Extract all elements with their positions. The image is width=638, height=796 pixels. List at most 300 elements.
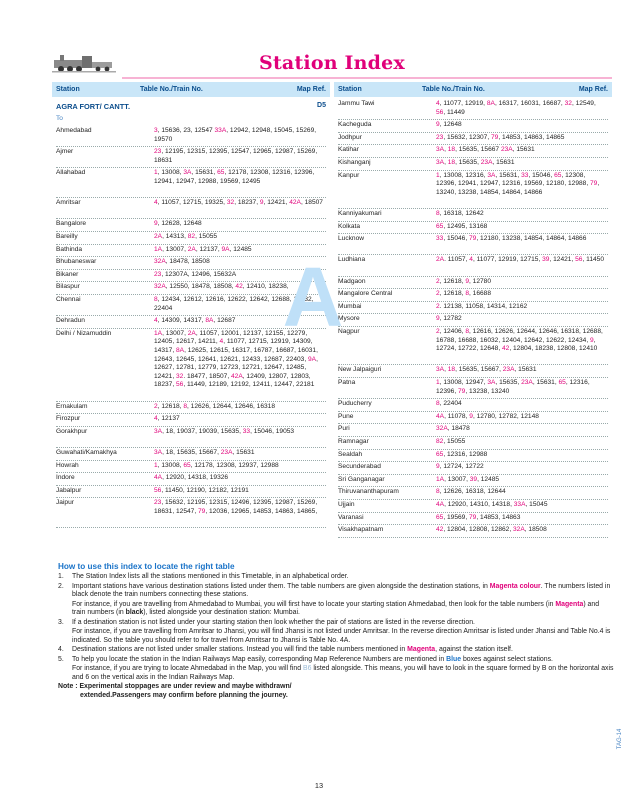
table-number: 3A xyxy=(436,146,445,154)
row-divider xyxy=(338,301,608,302)
train-numbers xyxy=(436,159,606,168)
row-divider xyxy=(56,197,326,198)
row-divider xyxy=(338,423,608,424)
train-numbers xyxy=(436,400,606,409)
train-number-text: , 12627, 12781, 12779, 12723, 12721, 12647, 12485, 12421, xyxy=(154,355,318,380)
table-number: 33A xyxy=(513,501,526,508)
text-run: ) and train numbers (in xyxy=(72,600,600,616)
table-number: 33 xyxy=(242,427,251,435)
table-number: 18 xyxy=(447,146,456,154)
item-number: 5. xyxy=(58,655,64,663)
train-numbers xyxy=(436,303,606,312)
station-name: Jammu Tawi xyxy=(338,100,375,107)
row-divider xyxy=(338,144,608,145)
item-paragraph xyxy=(72,619,614,628)
table-number: 42A xyxy=(231,372,243,380)
text-run: Magenta xyxy=(555,600,584,608)
table-number: 39 xyxy=(542,256,550,264)
train-numbers xyxy=(436,501,606,510)
table-number: 4 xyxy=(469,256,473,264)
train-numbers xyxy=(436,366,606,375)
row-divider xyxy=(338,537,608,538)
train-numbers xyxy=(154,449,324,458)
train-numbers xyxy=(154,220,324,229)
row-divider xyxy=(338,254,608,255)
how-to-item xyxy=(58,573,614,582)
train-number-text: , 12616, 12626, 12644, 12646, 16318, 12688, 16788, 16688, 16032, 12404, 12642, 12622, 12434, xyxy=(436,328,603,344)
table-number: 23A xyxy=(502,366,515,374)
how-to-title: How to use this index to locate the right table xyxy=(58,562,235,571)
table-number: 56 xyxy=(154,486,162,494)
table-number: 4 xyxy=(436,100,440,107)
train-number-text: , 15631 xyxy=(232,449,255,456)
table-number: 9 xyxy=(436,121,440,129)
text-run: For instance, if you are travelling from Amritsar to Jhansi, you will find Jhansi is not listed under Amritsar. In the reverse direction Amritsar is listed under Jhansi and Table No.4 is indicated. So the table you should refer to for travel from Amritsar to Jhansi is Table No. 4A. xyxy=(72,628,611,644)
table-number: 3A xyxy=(487,379,496,386)
station-name: Visakhapatnam xyxy=(338,526,384,534)
train-numbers xyxy=(436,328,606,354)
train-number-text: , 15631 xyxy=(512,146,535,154)
train-number-text: , 15635, xyxy=(455,159,481,166)
train-numbers xyxy=(436,210,606,219)
train-numbers xyxy=(436,514,606,523)
train-number-text: , 12724, 12722 xyxy=(439,463,484,471)
table-number: 3A xyxy=(436,159,445,166)
train-numbers xyxy=(436,134,606,143)
station-name: Bareilly xyxy=(56,233,78,240)
column-header xyxy=(334,82,612,97)
row-divider xyxy=(338,512,608,513)
table-number: 9 xyxy=(436,315,440,323)
table-number: 42 xyxy=(436,526,444,534)
table-number: 8A xyxy=(486,100,495,107)
table-number: 4 xyxy=(154,317,158,325)
table-number: 2 xyxy=(154,402,158,410)
table-number: 9 xyxy=(590,336,594,344)
train-number-text: , 12178, 12308, 12937, 12988 xyxy=(190,461,279,469)
station-name: Ramnagar xyxy=(338,438,369,445)
train-numbers xyxy=(436,100,606,117)
map-ref-badge: D5 xyxy=(317,102,326,109)
train-number-text: , 15045 xyxy=(525,501,548,508)
train-numbers xyxy=(436,438,606,447)
row-divider xyxy=(56,527,326,528)
table-number: 23A xyxy=(220,449,233,456)
station-name: Jabalpur xyxy=(56,486,82,494)
train-number-text: , 11078, xyxy=(444,412,470,420)
train-number-text: , 12549, xyxy=(571,100,596,107)
table-number: 1 xyxy=(436,171,440,179)
page-tag xyxy=(614,718,626,766)
table-number: 65 xyxy=(554,171,562,179)
text-run: If a destination station is not listed under your starting station then look whether the pair of stations are listed in the reverse direction. xyxy=(72,618,475,626)
train-numbers xyxy=(154,462,324,471)
table-number: 65 xyxy=(558,379,566,386)
table-number: 79 xyxy=(458,387,466,395)
train-numbers xyxy=(436,488,606,497)
item-paragraph xyxy=(72,583,614,600)
station-name: Bikaner xyxy=(56,270,79,278)
train-number-text: , 12628, 12648 xyxy=(157,220,202,228)
train-number-text: , 13008, xyxy=(157,169,184,177)
row-divider xyxy=(338,474,608,475)
train-numbers xyxy=(436,526,606,535)
item-paragraph xyxy=(72,601,614,618)
text-run: For instance, if you are trying to locate Ahmedabad in the Map, you will find xyxy=(72,665,303,672)
table-number: 2A xyxy=(154,233,163,240)
train-number-text: . 18477, 18507, xyxy=(183,372,232,380)
station-name: Ujjain xyxy=(338,501,355,508)
row-divider xyxy=(338,119,608,120)
how-to-item xyxy=(58,656,614,683)
table-number: 32A xyxy=(513,526,525,534)
page-number: 13 xyxy=(314,781,324,790)
row-divider xyxy=(56,472,326,473)
train-number-text: , 12804, 12808, 12862, xyxy=(443,526,514,534)
train-number-text: , 12618, xyxy=(439,277,466,285)
train-number-text: , 11449 xyxy=(443,108,465,116)
table-number: 33 xyxy=(436,235,444,243)
table-number: 3A xyxy=(154,449,163,456)
train-number-text: , 18507 xyxy=(300,199,323,207)
train-numbers xyxy=(436,451,606,460)
table-number: 3 xyxy=(154,127,158,134)
station-name: Puducherry xyxy=(338,400,372,408)
table-number: 4A xyxy=(436,501,445,508)
train-number-text: , 18478, 18508 xyxy=(165,258,210,266)
train-number-text: , 13007, xyxy=(162,329,188,337)
row-divider xyxy=(338,398,608,399)
table-number: 9A xyxy=(221,245,230,253)
table-number: 39 xyxy=(469,475,478,483)
train-number-text: , 16318, 12642 xyxy=(439,210,484,217)
table-number: 2 xyxy=(436,328,440,335)
station-name: Mysore xyxy=(338,315,360,323)
row-divider xyxy=(56,413,326,414)
train-number-text: , 11077, 12919, xyxy=(439,100,487,107)
table-number: 8 xyxy=(154,296,158,303)
train-number-text: , 12180, 13238, 14854, 14864, 14866 xyxy=(476,235,587,243)
train-number-text: , 15046, xyxy=(443,235,470,243)
train-number-text: , 14309, 14317, xyxy=(157,317,206,325)
station-name: Patna xyxy=(338,379,356,386)
station-name: Katihar xyxy=(338,146,359,154)
train-number-text: , 15055 xyxy=(443,438,466,445)
text-run: ), listed alongside your destination station: Mumbai. xyxy=(143,609,300,616)
train-number-text: , 12626, 16318, 12644 xyxy=(439,488,506,496)
train-number-text: , 12550, 18478, 18508, xyxy=(165,283,236,291)
table-number: 3A xyxy=(436,366,445,374)
table-number: 8 xyxy=(436,210,440,217)
table-number: 56 xyxy=(436,108,444,116)
station-name: Kishanganj xyxy=(338,159,371,166)
train-number-text: , 12618, xyxy=(157,402,184,410)
table-number: 2A xyxy=(436,256,445,264)
row-divider xyxy=(338,436,608,437)
train-number-text: , 15631 xyxy=(514,366,537,374)
train-number-text: , 19569, xyxy=(443,513,470,521)
table-number: 4A xyxy=(436,412,445,420)
station-name: Jodhpur xyxy=(338,133,362,141)
train-number-text: , 12804, 18238, 12808, 12410 xyxy=(509,345,598,353)
row-divider xyxy=(338,276,608,277)
station-name: Guwahati/Kamakhya xyxy=(56,449,117,456)
train-number-text: , 12920, 14318, 19326 xyxy=(162,474,229,482)
row-divider xyxy=(338,132,608,133)
header-train: Table No./Train No. xyxy=(422,86,485,93)
train-number-text: , 12724, 12722, 12648, xyxy=(436,336,596,353)
table-number: 79 xyxy=(491,133,499,141)
table-number: 8 xyxy=(465,328,470,335)
station-name: Sealdah xyxy=(338,450,363,458)
table-number: 8 xyxy=(183,402,188,410)
train-number-text: , 13007, xyxy=(162,245,188,253)
train-number-text: , 12920, 14310, 14318, xyxy=(444,501,514,508)
train-numbers xyxy=(154,148,324,165)
station-name: Mumbai xyxy=(338,302,362,310)
station-name: New Jalpaiguri xyxy=(338,366,382,374)
table-number: 2A xyxy=(187,245,196,253)
table-number: 8 xyxy=(436,400,440,408)
train-number-text: , 11077, 12919, 12715, xyxy=(472,256,543,264)
train-number-text: , 13238, 13240 xyxy=(465,387,510,395)
train-numbers xyxy=(436,146,606,155)
row-divider xyxy=(338,208,608,209)
table-number: 42 xyxy=(235,283,243,291)
train-number-text: , 12421, xyxy=(549,256,576,264)
train-numbers xyxy=(154,127,324,144)
table-number: 82 xyxy=(187,233,196,240)
train-number-text: , 15046, 19053 xyxy=(250,427,295,435)
note-label: Note : xyxy=(58,683,78,690)
how-to-item xyxy=(58,619,614,646)
row-divider xyxy=(338,524,608,525)
row-divider xyxy=(56,218,326,219)
row-divider xyxy=(338,377,608,378)
how-to-list xyxy=(58,573,614,682)
table-number: 9 xyxy=(154,220,158,228)
train-number-text: , 14853, 14863, 14865 xyxy=(498,133,565,141)
table-number: 1 xyxy=(436,379,440,386)
train-number-text: , 22404 xyxy=(439,400,462,408)
train-number-text: , xyxy=(444,159,448,166)
train-number-text: , 12782 xyxy=(439,315,462,323)
text-run: Magenta colour xyxy=(489,582,541,590)
train-number-text: , 11057, 12715, 19325, xyxy=(157,199,227,207)
train-number-text: , 12307A, 12496, 15632A xyxy=(161,270,237,278)
train-number-text: , 16317, 16031, 16687, xyxy=(494,100,565,107)
station-name: Lucknow xyxy=(338,235,365,243)
train-numbers xyxy=(436,425,606,434)
note xyxy=(58,683,614,700)
train-number-text: , 15631, xyxy=(495,171,522,179)
item-number: 2. xyxy=(58,582,64,590)
station-name: Indore xyxy=(56,474,75,482)
train-numbers xyxy=(436,463,606,472)
train-numbers xyxy=(154,428,324,437)
header-map-ref: Map Ref. xyxy=(578,86,608,93)
table-number: 1A xyxy=(436,475,445,483)
table-number: 79 xyxy=(469,235,477,243)
row-divider xyxy=(338,170,608,171)
row-divider xyxy=(56,167,326,168)
table-number: 82 xyxy=(436,438,444,445)
table-number: 2 xyxy=(436,277,440,285)
table-number: 1 xyxy=(154,169,158,177)
row-divider xyxy=(56,244,326,245)
train-number-text: , 12625, 12615, 16317, 16787, 16687, 16031, 12643, 12645, 12641, 12621, 12433, 12687, 22403, xyxy=(154,346,318,363)
train-number-text: , 12036, 12965, 14853, 14863, 14865, xyxy=(205,507,318,515)
table-number: 23 xyxy=(154,148,162,156)
station-name: Firozpur xyxy=(56,415,81,423)
station-name: Bhubaneswar xyxy=(56,258,97,266)
station-name: Pune xyxy=(338,412,354,420)
item-paragraph xyxy=(72,665,614,682)
train-number-text: , 15635, 15667, xyxy=(455,366,503,374)
station-name: Sri Ganganagar xyxy=(338,475,385,483)
note-line-1: Experimental stoppages are under review and maybe withdrawn/ xyxy=(79,683,292,690)
table-number: 4 xyxy=(219,338,224,346)
text-run: Important stations have various destination stations listed under them. The table numbers are given alongside the destination stations, in xyxy=(72,582,490,590)
train-number-text: , 12316, 12396, xyxy=(436,379,590,395)
train-numbers xyxy=(436,476,606,485)
train-number-text: , 14853, 14863 xyxy=(476,513,521,521)
station-name: Jaipur xyxy=(56,499,74,507)
table-number: 33 xyxy=(521,171,529,179)
text-run: Destination stations are not listed under smaller stations. Instead you will find the table numbers mentioned in xyxy=(72,646,408,653)
station-name: Kolkata xyxy=(338,222,360,230)
item-paragraph xyxy=(72,628,614,645)
table-number: 32 xyxy=(226,199,235,207)
title-underline xyxy=(122,77,612,79)
row-divider xyxy=(56,485,326,486)
train-number-text: , 12942, 12948, 15045, 15269, 19570 xyxy=(154,127,317,143)
table-number: 23A xyxy=(521,379,533,386)
table-number: 23A xyxy=(500,146,513,154)
table-number: 4 xyxy=(154,199,158,207)
table-number: 8 xyxy=(465,290,470,298)
train-number-text: , 18, 15635, 15667, xyxy=(162,449,221,456)
train-number-text: , 16688 xyxy=(469,290,492,298)
station-name: Kanpur xyxy=(338,171,360,179)
train-numbers xyxy=(154,199,324,208)
train-numbers xyxy=(154,474,324,483)
table-number: 2A xyxy=(187,329,196,337)
train-number-text: , 11057, 12001, 12137, 12155, 12279, 12405, 12617, 14211, xyxy=(154,329,308,346)
train-number-text: , 15636, 23, 12547 xyxy=(157,127,215,134)
table-number: 79 xyxy=(469,513,477,521)
table-number: 32 xyxy=(564,100,572,107)
table-number: 8A xyxy=(176,346,185,354)
station-name: Secunderabad xyxy=(338,463,381,471)
table-number: 9 xyxy=(259,199,264,207)
row-divider xyxy=(338,233,608,234)
station-name: Ernakulam xyxy=(56,402,88,410)
text-run: The Station Index lists all the stations mentioned in this Timetable, in an alphabetical order. xyxy=(72,573,349,580)
train-numbers xyxy=(154,403,324,412)
row-divider xyxy=(56,146,326,147)
how-to-item xyxy=(58,646,614,655)
how-to-item xyxy=(58,583,614,618)
row-divider xyxy=(338,499,608,500)
origin-station-heading xyxy=(56,102,326,114)
note-line-2: extended.Passengers may confirm before planning the journey. xyxy=(80,691,288,699)
table-number: 65 xyxy=(436,513,444,521)
header-map-ref: Map Ref. xyxy=(296,86,326,93)
train-numbers xyxy=(154,487,324,496)
station-name: Allahabad xyxy=(56,169,86,177)
text-run: boxes against select stations. xyxy=(461,655,553,663)
header-station: Station xyxy=(338,86,362,93)
page-tag-text: TAG-14 xyxy=(617,728,623,750)
table-number: 8A xyxy=(205,317,214,325)
train-number-text: , xyxy=(444,146,448,154)
row-divider xyxy=(338,364,608,365)
train-number-text: , 12648 xyxy=(439,121,462,129)
table-number: 9 xyxy=(436,463,440,471)
train-number-text: , 12316, 12988 xyxy=(443,450,488,458)
table-number: 42A xyxy=(289,199,301,207)
row-divider xyxy=(338,221,608,222)
row-divider xyxy=(338,411,608,412)
item-number: 4. xyxy=(58,646,64,653)
station-name: Varanasi xyxy=(338,513,364,521)
station-name: Kacheguda xyxy=(338,121,372,129)
table-number: 4 xyxy=(154,415,158,423)
train-number-text: , 12178, 12308, 12316, 12396, 12941, 12947, 12988, 19569, 12495 xyxy=(154,169,315,185)
text-run: To help you locate the station in the Indian Railways Map easily, corresponding Map Reference Numbers are mentioned in xyxy=(72,655,447,663)
train-numbers xyxy=(436,379,606,396)
table-number: 8 xyxy=(436,488,440,496)
row-divider xyxy=(338,326,608,327)
item-paragraph xyxy=(72,573,614,582)
table-number: 2 xyxy=(436,290,440,298)
train-number-text: , 13240, 13238, 14854, 14864, 14866 xyxy=(436,180,600,196)
text-run: Magenta xyxy=(407,646,436,653)
train-number-text: , 15631, xyxy=(191,169,218,177)
train-number-text: , 18508 xyxy=(524,526,547,534)
text-run: black xyxy=(125,609,144,616)
train-number-text: , 11449, 12189, 12192, 12411, 12447, 22181 xyxy=(183,381,315,389)
item-paragraph xyxy=(72,646,614,655)
row-divider xyxy=(56,426,326,427)
table-number: 42 xyxy=(502,345,510,353)
train-numbers xyxy=(436,172,606,198)
train-number-text: , 12137, xyxy=(195,245,222,253)
train-number-text: , 12485 xyxy=(477,475,500,483)
row-divider xyxy=(338,313,608,314)
station-name: Gorakhpur xyxy=(56,427,88,435)
table-number: 9 xyxy=(465,277,470,285)
train-numbers xyxy=(436,235,606,244)
table-number: 18 xyxy=(447,366,456,374)
station-name: Delhi / Nizamuddin xyxy=(56,329,112,337)
train-number-text: , 12409, 12807, 12803, 18237, xyxy=(154,372,311,389)
train-number-text: , 15046, xyxy=(528,171,555,179)
table-number: 65 xyxy=(436,450,444,458)
station-name: Ajmer xyxy=(56,148,74,156)
table-number: 23A xyxy=(480,159,493,166)
row-divider xyxy=(56,401,326,402)
text-run: For instance, if you are travelling from Ahmedabad to Mumbai, you will first have to locate your starting station Ahmedabad, then look for the table numbers (in xyxy=(72,600,556,608)
station-name: Chennai xyxy=(56,296,81,303)
train-numbers xyxy=(436,256,606,265)
train-number-text: , 15635, 15667 xyxy=(455,146,501,154)
train-number-text: , 12618, xyxy=(439,290,466,298)
table-number: 18 xyxy=(447,159,456,166)
table-number: 1 xyxy=(154,461,158,469)
table-number: 32 xyxy=(176,372,184,380)
